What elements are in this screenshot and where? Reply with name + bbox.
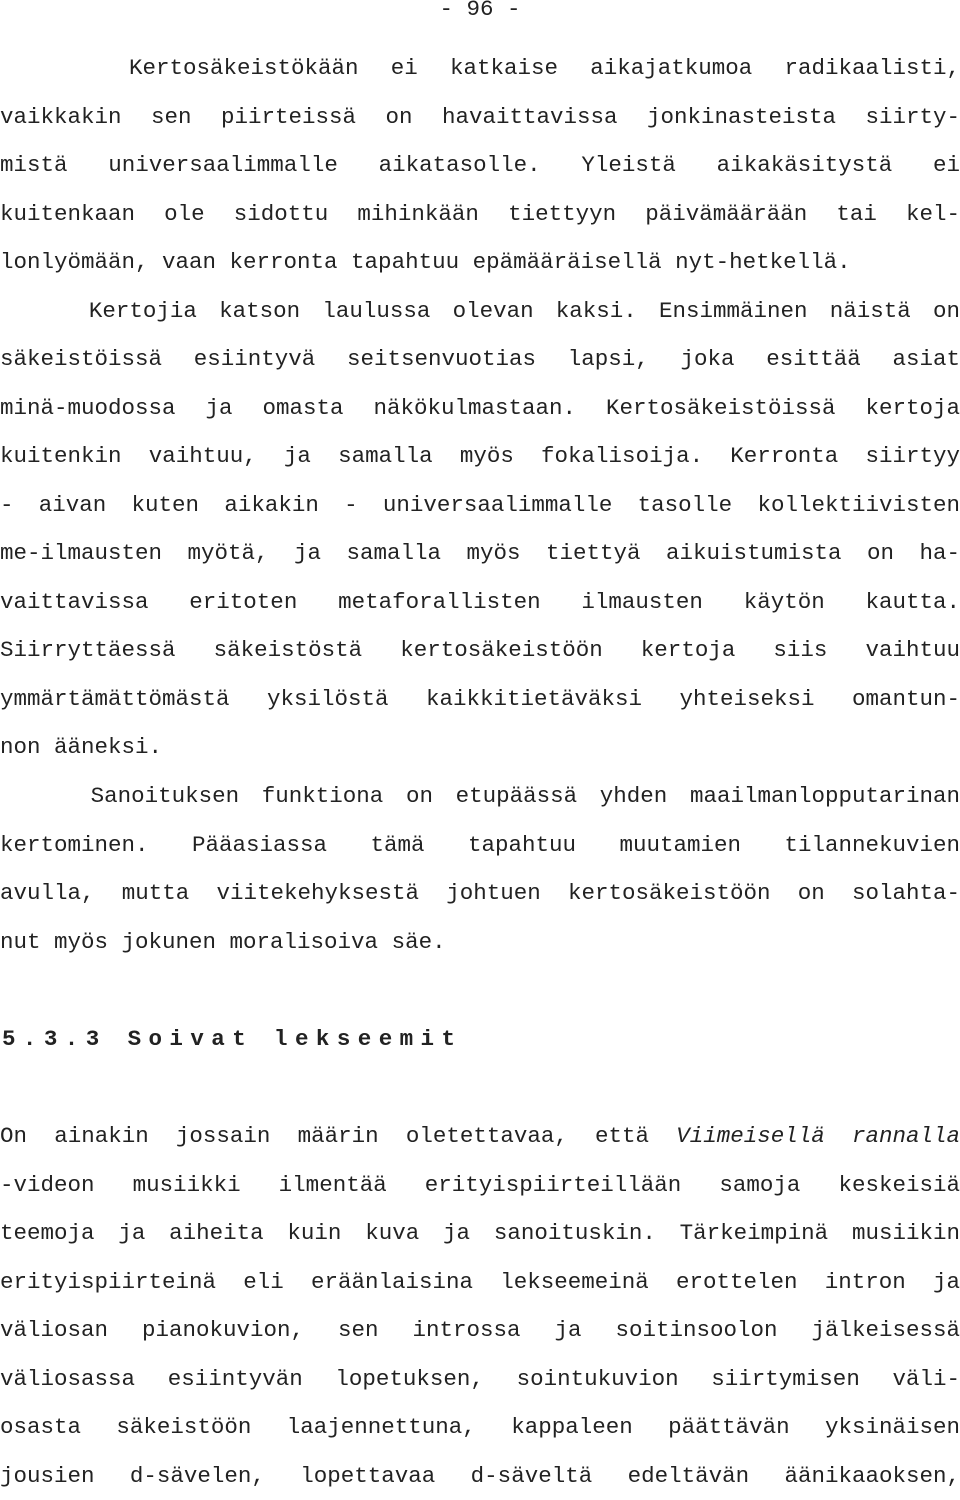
text-line: - aivan kuten aikakin - universaalimmalle tasolle kollektiivisten — [0, 481, 960, 530]
text-line: Siirryttäessä säkeistöstä kertosäkeistöön kertoja siis vaihtuu — [0, 626, 960, 675]
text-line: -videon musiikki ilmentää erityispiirteillään samoja keskeisiä — [0, 1161, 960, 1210]
section-paragraph — [0, 1112, 960, 1500]
text-line: me-ilmausten myötä, ja samalla myös tiettyä aikuistumista on ha- — [0, 529, 960, 578]
text-line: kuitenkin vaihtuu, ja samalla myös fokalisoija. Kerronta siirtyy — [0, 432, 960, 481]
text-line: jousien d-sävelen, lopettavaa d-säveltä edeltävän äänikaaoksen, — [0, 1452, 960, 1500]
page-number: - 96 - — [0, 0, 960, 24]
paragraph-2 — [0, 772, 960, 966]
text-line: väliosan pianokuvion, sen introssa ja soitinsoolon jälkeisessä — [0, 1306, 960, 1355]
text-line: Sanoituksen funktiona on etupäässä yhden maailmanlopputarinan — [0, 772, 960, 821]
text-line: vaikkakin sen piirteissä on havaittavissa jonkinasteista siirty- — [0, 93, 960, 142]
text-line: Kertojia katson laulussa olevan kaksi. Ensimmäinen näistä on — [0, 287, 960, 336]
paragraph-1 — [0, 44, 960, 772]
text-line: avulla, mutta viitekehyksestä johtuen kertosäkeistöön on solahta- — [0, 869, 960, 918]
text-line: kertominen. Pääasiassa tämä tapahtuu muutamien tilannekuvien — [0, 821, 960, 870]
text-line: väliosassa esiintyvän lopetuksen, sointukuvion siirtymisen väli- — [0, 1355, 960, 1404]
text-line: On ainakin jossain määrin oletettavaa, että Viimeisellä rannalla — [0, 1112, 960, 1161]
text-line: nut myös jokunen moralisoiva säe. — [0, 918, 960, 967]
text-line: osasta säkeistöön laajennettuna, kappaleen päättävän yksinäisen — [0, 1403, 960, 1452]
italic-title: Viimeisellä rannalla — [676, 1123, 960, 1149]
text-line: teemoja ja aiheita kuin kuva ja sanoituskin. Tärkeimpinä musiikin — [0, 1209, 960, 1258]
text-line: mistä universaalimmalle aikatasolle. Yleistä aikakäsitystä ei — [0, 141, 960, 190]
text-line: minä-muodossa ja omasta näkökulmastaan. Kertosäkeistöissä kertoja — [0, 384, 960, 433]
text-line: säkeistöissä esiintyvä seitsenvuotias lapsi, joka esittää asiat — [0, 335, 960, 384]
section-heading: 5.3.3 Soivat lekseemit — [2, 1016, 462, 1062]
text-line: lonlyömään, vaan kerronta tapahtuu epämääräisellä nyt-hetkellä. — [0, 238, 960, 287]
text-line: vaittavissa eritoten metaforallisten ilmausten käytön kautta. — [0, 578, 960, 627]
text-line: non ääneksi. — [0, 723, 960, 772]
text-line: kuitenkaan ole sidottu mihinkään tiettyyn päivämäärään tai kel- — [0, 190, 960, 239]
text-line: ymmärtämättömästä yksilöstä kaikkitietäväksi yhteiseksi omantun- — [0, 675, 960, 724]
text-line: Kertosäkeistökään ei katkaise aikajatkumoa radikaalisti, — [0, 44, 960, 93]
text-line: erityispiirteinä eli eräänlaisina lekseemeinä erottelen intron ja — [0, 1258, 960, 1307]
